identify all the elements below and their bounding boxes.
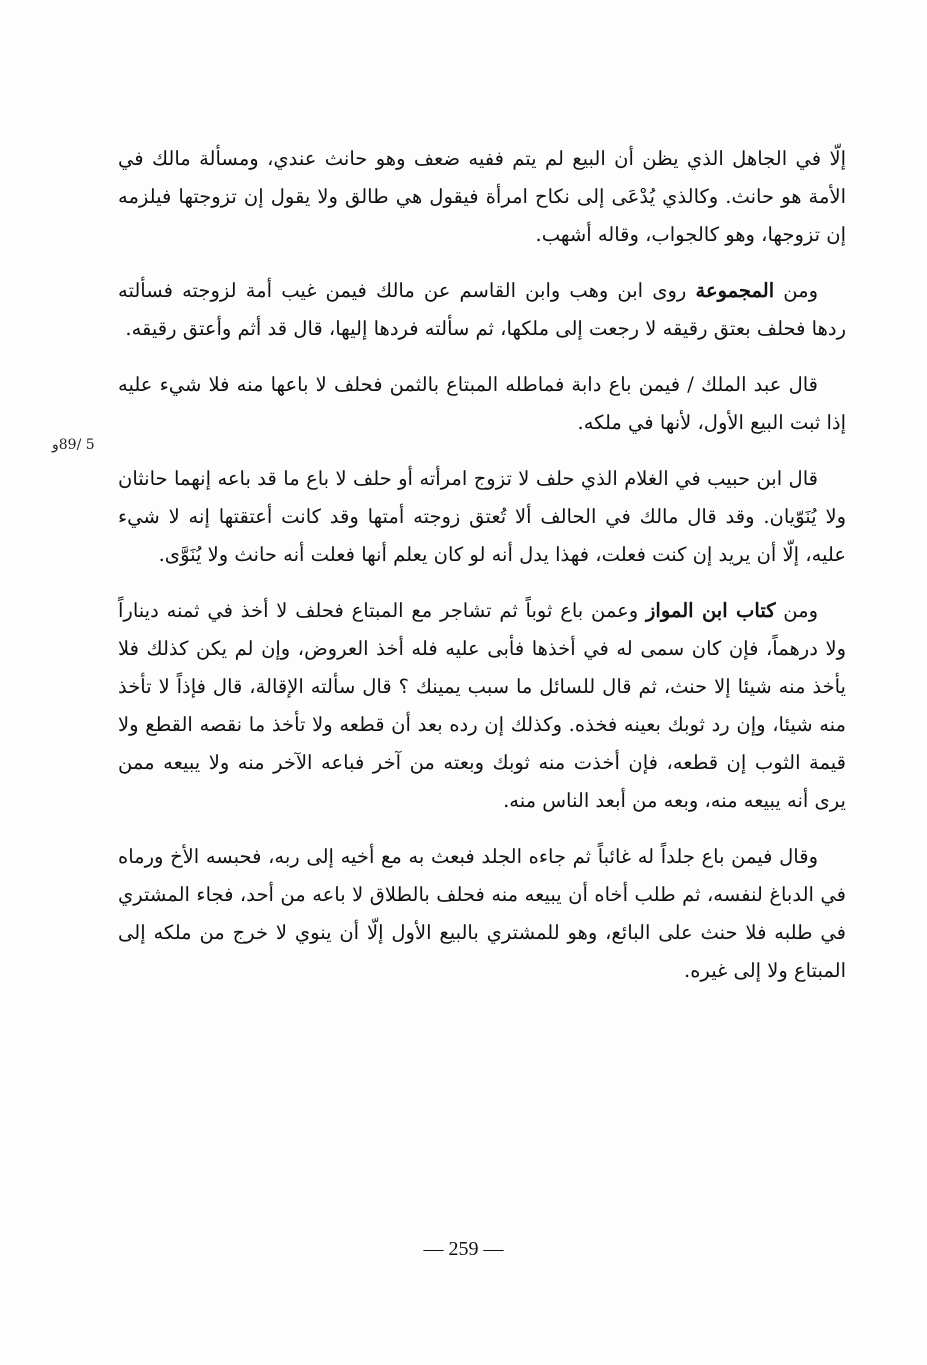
- source-title-bold: كتاب ابن المواز: [646, 599, 776, 622]
- manuscript-folio-reference: 5 /89و: [52, 437, 95, 453]
- paragraph-1: [118, 140, 846, 254]
- paragraph-text: إلّا في الجاهل الذي يظن أن البيع لم يتم ففيه ضعف وهو حانث عندي، ومسألة مالك في الأمة هو حانث. وكالذي يُدْعَى إلى نكاح امرأة فيقول هي طالق ولا يقول إن تزوجتها فيلزمه إن تزوجها، وهو كالجواب، وقاله أشهب.: [118, 147, 846, 246]
- source-title-bold: المجموعة: [695, 279, 775, 302]
- paragraph-4: [118, 460, 846, 574]
- page-number: — 259 —: [423, 1238, 504, 1260]
- paragraph-text: روى ابن وهب وابن القاسم عن مالك فيمن غيب أمة لزوجته فسألته ردها فحلف بعتق رقيقه لا رجعت إلى ملكها، ثم سألته فردها إليها، قال قد أثم وأعتق رقيقه.: [118, 279, 846, 340]
- paragraph-text: قال ابن حبيب في الغلام الذي حلف لا تزوج امرأته أو حلف لا باع ما قد باعه إنهما حانثان ولا يُنَوّيان. وقد قال مالك في الحالف ألا تُعتق زوجته أمتها وقد كانت أعتقتها إنه لا شيء عليه، إلّا أن يريد إن كنت فعلت، فهذا يدل أنه لو كان يعلم أنها فعلت أنه حانث ولا يُنَوَّى.: [118, 467, 846, 566]
- paragraph-text: قال عبد الملك / فيمن باع دابة فماطله المبتاع بالثمن فحلف لا باعها منه فلا شيء عليه إذا ثبت البيع الأول، لأنها في ملكه.: [118, 373, 846, 434]
- paragraph-5: [118, 592, 846, 820]
- paragraph-text: وعمن باع ثوباً ثم تشاجر مع المبتاع فحلف لا أخذ في ثمنه ديناراً ولا درهماً، فإن كان سمى له في أخذها فأبى عليه فله أخذ العروض، وإن لم يكن كذلك فلا يأخذ منه شيئا إلا حنث، ثم قال للسائل ما سبب يمينك ؟ قال سألته الإقالة، قال فإذاً لا تأخذ منه شيئا، وإن رد ثوبك بعينه فخذه. وكذلك إن رده بعد أن قطعه ولا تأخذ ما نقصه القطع ولا قيمة الثوب إن قطعه، فإن أخذت منه ثوبك وبعته من آخر فباعه الآخر منه ولا يبيعه ممن يرى أنه يبيعه منه، وبعه من أبعد الناس منه.: [118, 599, 846, 812]
- paragraph-6: [118, 838, 846, 990]
- paragraph-lead: ومن: [774, 279, 819, 302]
- main-text-column: [118, 140, 846, 1008]
- paragraph-lead: ومن: [775, 599, 819, 622]
- paragraph-2: [118, 272, 846, 348]
- paragraph-text: وقال فيمن باع جلداً له غائباً ثم جاءه الجلد فبعث به مع أخيه إلى ربه، فحبسه الأخ ورماه في الدباغ لنفسه، ثم طلب أخاه أن يبيعه منه فحلف بالطلاق لا باعه من أحد، فجاء المشتري في طلبه فلا حنث على البائع، وهو للمشتري بالبيع الأول إلّا أن ينوي لا خرج من ملكه إلى المبتاع ولا إلى غيره.: [118, 845, 846, 982]
- paragraph-3: [118, 366, 846, 442]
